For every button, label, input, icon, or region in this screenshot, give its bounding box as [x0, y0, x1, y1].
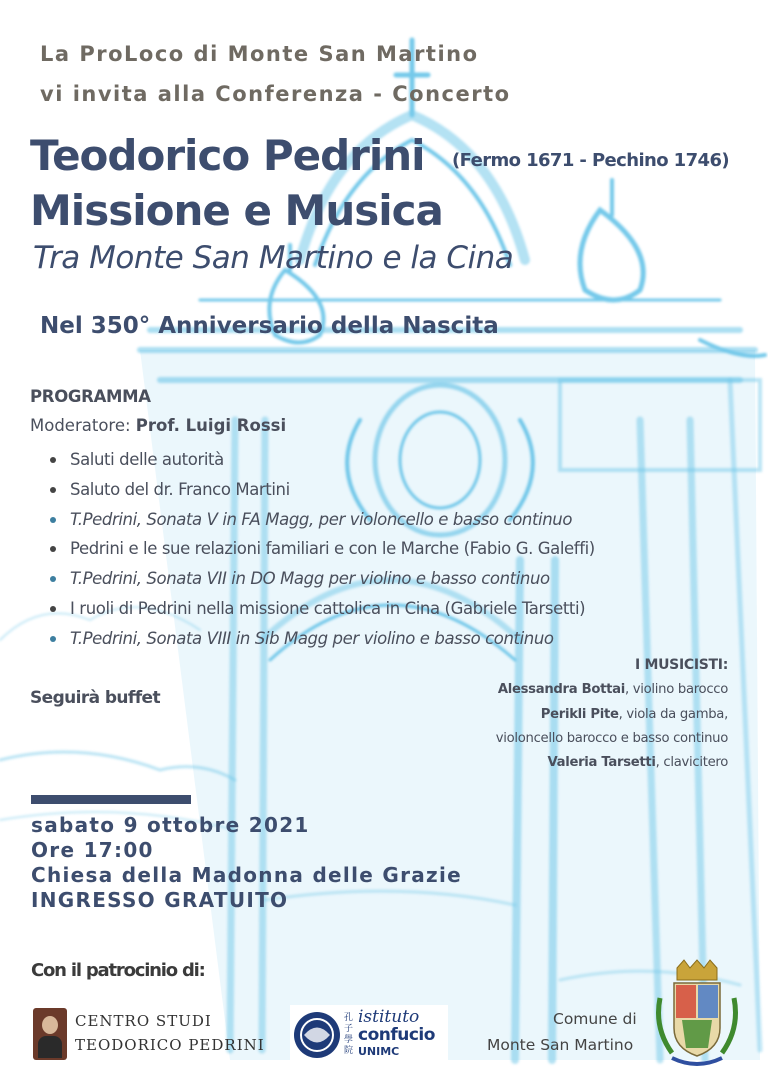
- musician-name: Alessandra Bottai: [497, 682, 625, 697]
- program-item: Saluti delle autorità: [50, 445, 595, 475]
- program-item-music: T.Pedrini, Sonata VII in DO Magg per violino e basso continuo: [50, 564, 595, 594]
- coat-of-arms-icon: [652, 958, 742, 1070]
- moderator-line: [30, 416, 286, 435]
- life-dates: (Fermo 1671 - Pechino 1746): [452, 150, 729, 171]
- confucio-line-3: UNIMC: [358, 1045, 400, 1058]
- confucio-line-1: istituto: [358, 1007, 420, 1027]
- centro-studi-line-1: CENTRO STUDI: [75, 1012, 212, 1030]
- musician-2: [541, 707, 728, 722]
- program-item: Saluto del dr. Franco Martini: [50, 475, 595, 505]
- event-place: Chiesa della Madonna delle Grazie: [31, 863, 462, 887]
- program-list: [50, 445, 595, 654]
- anniversary-heading: Nel 350° Anniversario della Nascita: [40, 313, 499, 339]
- musician-role: , viola da gamba,: [618, 707, 728, 722]
- program-item: Pedrini e le sue relazioni familiari e con le Marche (Fabio G. Galeffi): [50, 534, 595, 564]
- subtitle: Tra Monte San Martino e la Cina: [33, 240, 514, 276]
- intro-line-2: vi invita alla Conferenza - Concerto: [40, 82, 511, 106]
- divider-bar: [31, 795, 191, 804]
- program-item: I ruoli di Pedrini nella missione cattolica in Cina (Gabriele Tarsetti): [50, 594, 595, 624]
- musician-3: [547, 755, 728, 770]
- confucio-line-2: confucio: [358, 1025, 435, 1045]
- program-item-music: T.Pedrini, Sonata V in FA Magg, per violoncello e basso continuo: [50, 505, 595, 535]
- musicians-heading-text: I MUSICISTI: [634, 657, 723, 673]
- moderator-label: Moderatore:: [30, 416, 136, 435]
- event-entry: INGRESSO GRATUITO: [31, 888, 289, 912]
- centro-studi-line-2: TEODORICO PEDRINI: [75, 1036, 265, 1054]
- musician-2-role-cont: violoncello barocco e basso continuo: [495, 731, 728, 746]
- musicians-heading-colon: :: [722, 657, 728, 673]
- main-title-line-2: Missione e Musica: [30, 186, 443, 235]
- event-time: Ore 17:00: [31, 838, 154, 862]
- pedrini-portrait-icon: [33, 1008, 67, 1060]
- patronage-heading: Con il patrocinio di:: [31, 960, 205, 981]
- moderator-name: Prof. Luigi Rossi: [135, 416, 287, 435]
- comune-line-2: Monte San Martino: [487, 1036, 634, 1054]
- musician-1: [498, 682, 728, 697]
- comune-line-1: Comune di: [553, 1010, 637, 1028]
- program-heading: PROGRAMMA: [30, 387, 151, 406]
- musician-role: , violino barocco: [625, 682, 728, 697]
- main-title: Teodorico Pedrini: [30, 131, 425, 180]
- musician-role: , clavicitero: [655, 755, 728, 770]
- musicians-heading: [635, 657, 728, 673]
- musician-name: Perikli Pite: [540, 707, 619, 722]
- istituto-confucio-logo: 孔子學院 istituto confucio UNIMC: [290, 1005, 448, 1065]
- intro-line-1: La ProLoco di Monte San Martino: [40, 42, 479, 66]
- buffet-note: Seguirà buffet: [30, 688, 160, 708]
- musician-name: Valeria Tarsetti: [547, 755, 656, 770]
- program-item-music: T.Pedrini, Sonata VIII in Sib Magg per violino e basso continuo: [50, 624, 595, 654]
- event-date: sabato 9 ottobre 2021: [31, 813, 310, 837]
- confucio-emblem-icon: [292, 1010, 342, 1060]
